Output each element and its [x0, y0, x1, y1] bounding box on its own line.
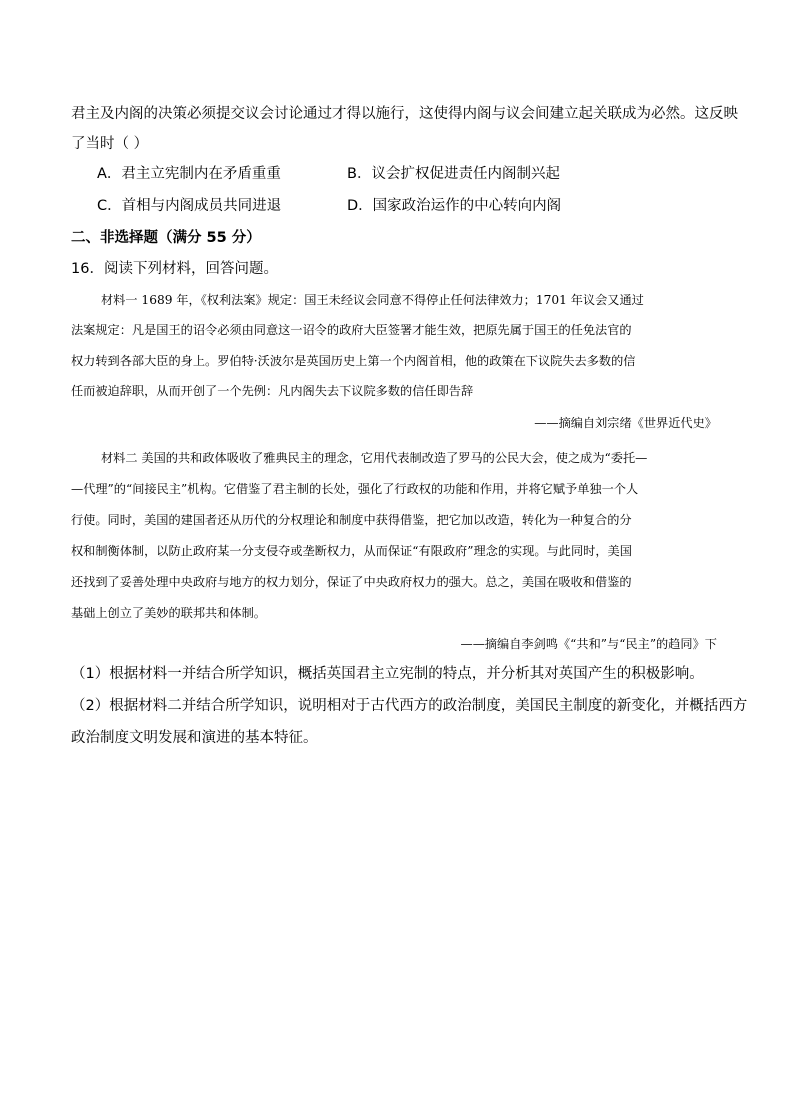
material1-line3: 权力转到各部大臣的身上。罗伯特·沃波尔是英国历史上第一个内阁首相，他的政策在下议院失去多数的信: [71, 354, 636, 368]
material2-line3: 行使。同时，美国的建国者还从历代的分权理论和制度中获得借鉴，把它加以改造，转化为一种复合的分: [71, 513, 632, 527]
q15-option-c: C．首相与内阁成员共同进退: [97, 198, 282, 214]
material1-line1: 材料一 1689 年，《权利法案》规定：国王未经议会同意不得停止任何法律效力；1701 年议会又通过: [101, 293, 644, 307]
q16-sub2-line1: （2）根据材料二并结合所学知识，说明相对于古代西方的政治制度，美国民主制度的新变化，并概括西方: [71, 698, 748, 714]
material2-line6: 基础上创立了美妙的联邦共和体制。: [71, 606, 266, 620]
q16-sub2-line2: 政治制度文明发展和演进的基本特征。: [71, 730, 318, 746]
material2-line2: —代理”的“间接民主”机构。它借鉴了君主制的长处，强化了行政权的功能和作用，并将它赋予单独一个人: [71, 482, 639, 496]
material2-line4: 权和制衡体制，以防止政府某一分支侵夺或垄断权力，从而保证“有限政府”理念的实现。与此同时，美国: [71, 544, 632, 558]
q15-option-a: A．君主立宪制内在矛盾重重: [97, 166, 281, 182]
q15-option-d: D．国家政治运作的中心转向内阁: [347, 198, 562, 214]
material1-source: ——摘编自刘宗绪《世界近代史》: [534, 416, 717, 430]
q15-stem-line2: 了当时（ ）: [71, 136, 149, 152]
q15-option-b: B．议会扩权促进责任内阁制兴起: [347, 166, 560, 182]
q15-stem-line1: 君主及内阁的决策必须提交议会讨论通过才得以施行，这使得内阁与议会间建立起关联成为必然。这反映: [71, 106, 738, 122]
material2-line1: 材料二 美国的共和政体吸收了雅典民主的理念，它用代表制改造了罗马的公民大会，使之成为“委托—: [101, 451, 648, 465]
material2-line5: 还找到了妥善处理中央政府与地方的权力划分，保证了中央政府权力的强大。总之，美国在吸收和借鉴的: [71, 575, 632, 589]
material1-line2: 法案规定：凡是国王的诏令必须由同意这一诏令的政府大臣签署才能生效，把原先属于国王的任免法官的: [71, 323, 632, 337]
material1-line4: 任而被迫辞职，从而开创了一个先例：凡内阁失去下议院多数的信任即告辞: [71, 384, 474, 398]
section2-title: 二、非选择题（满分 55 分）: [71, 230, 261, 246]
material2-source: ——摘编自李剑鸣《“共和”与“民主”的趋同》下: [460, 637, 717, 651]
q16-intro: 16．阅读下列材料，回答问题。: [71, 261, 278, 277]
q16-sub1: （1）根据材料一并结合所学知识，概括英国君主立宪制的特点，并分析其对英国产生的积极影响。: [71, 666, 704, 682]
